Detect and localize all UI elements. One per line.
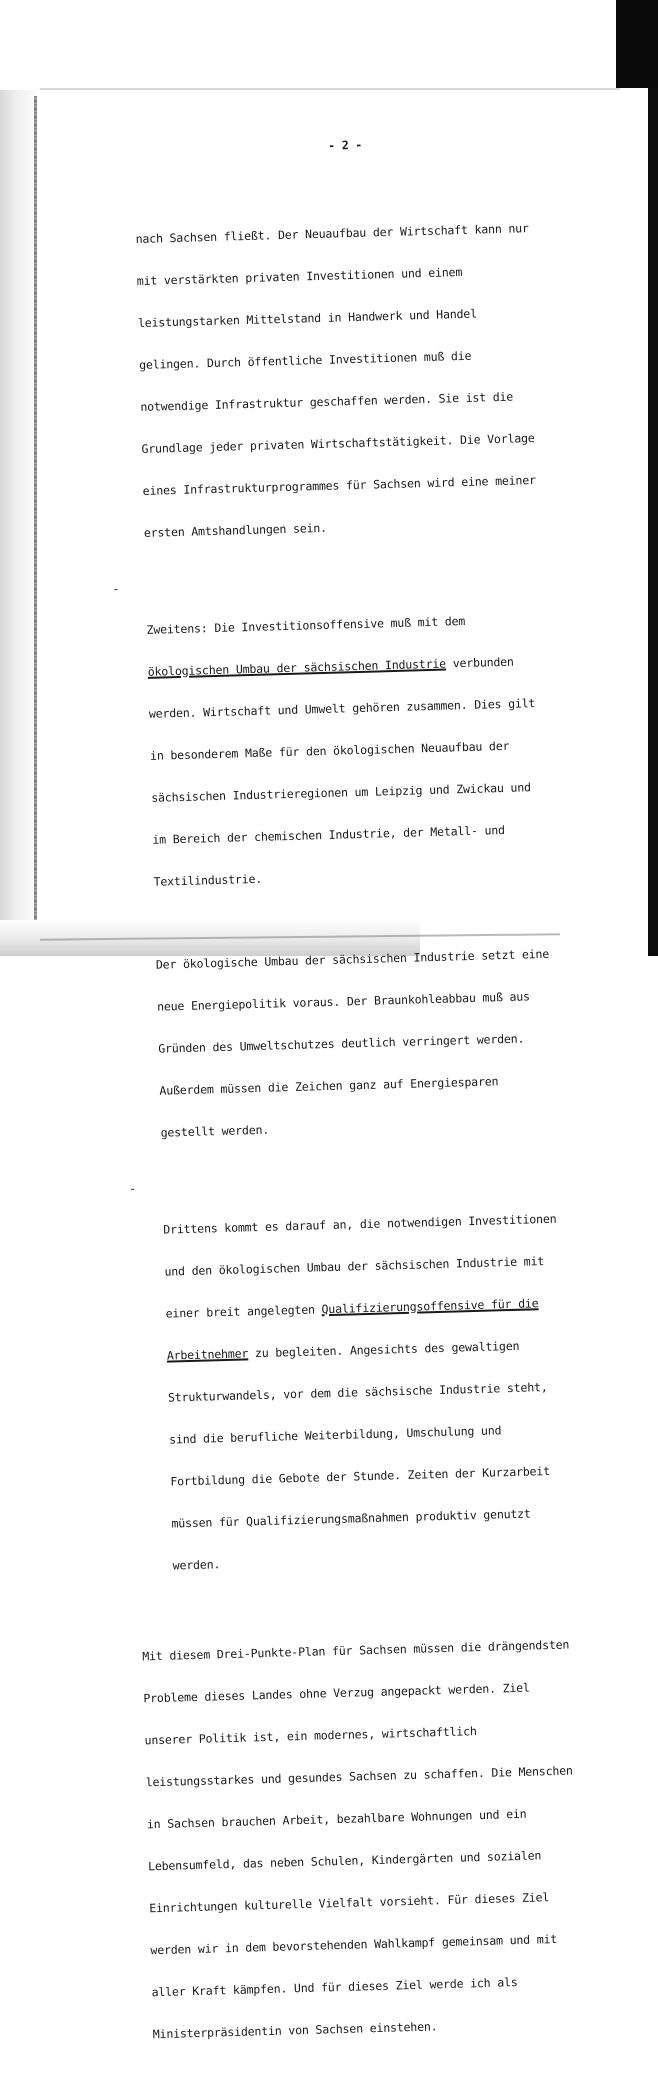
- text-line: sächsischen Industrieregionen um Leipzig und Zwickau und: [151, 780, 531, 805]
- text-line: Einrichtungen kulturelle Vielfalt vorsieht. Für dieses Ziel: [149, 1890, 550, 1916]
- text-line: im Bereich der chemischen Industrie, der Metall- und: [152, 822, 506, 847]
- text-line: mit verstärkten privaten Investitionen und einem: [136, 264, 463, 289]
- text-line: sind die berufliche Weiterbildung, Umschulung und: [168, 1423, 502, 1447]
- text-line: eines Infrastrukturprogrammes für Sachsen wird eine meiner: [142, 472, 536, 498]
- paragraph-drittens: [128, 1169, 601, 1601]
- text-line: Textilindustrie.: [153, 871, 263, 889]
- text-line: werden.: [172, 1557, 221, 1573]
- text-line: Gründen des Umweltschutzes deutlich verringert werden.: [158, 1031, 525, 1056]
- text-line: [148, 653, 575, 679]
- text-line: Der ökologische Umbau der sächsischen Industrie setzt eine: [155, 946, 550, 972]
- paragraph-drei-punkte-plan: [141, 1609, 613, 2070]
- underlined-phrase: Qualifizierungsoffensive für die: [321, 1296, 539, 1317]
- text-line: Ministerpräsidentin von Sachsen einstehen.: [152, 2019, 438, 2042]
- underlined-phrase: Arbeitnehmer: [166, 1346, 249, 1363]
- text-line: Fortbildung die Gebote der Stunde. Zeiten der Kurzarbeit: [170, 1463, 551, 1489]
- text-fragment: verbunden: [445, 654, 514, 671]
- top-paper-edge: [40, 88, 620, 90]
- text-line: werden wir in dem bevorstehenden Wahlkampf gemeinsam und mit: [150, 1931, 558, 1958]
- text-line: werden. Wirtschaft und Umwelt gehören zusammen. Dies gilt: [148, 696, 536, 721]
- text-line: aller Kraft kämpfen. Und für dieses Ziel werde ich als: [151, 1975, 518, 2000]
- text-line: leistungsstarkes und gesundes Sachsen zu schaffen. Die Menschen: [145, 1763, 573, 1790]
- text-line: [165, 1295, 592, 1321]
- text-line: neue Energiepolitik voraus. Der Braunkohleabbau muß aus: [156, 989, 531, 1014]
- text-line: in Sachsen brauchen Arbeit, bezahlbare Wohnungen und ein: [146, 1806, 527, 1832]
- right-scan-border: [648, 0, 658, 956]
- text-line: in besonderem Maße für den ökologischen Neuaufbau der: [149, 738, 510, 763]
- text-line: [167, 1337, 594, 1363]
- text-fragment: einer breit angelegten: [165, 1302, 322, 1321]
- text-line: gelingen. Durch öffentliche Investitionen muß die: [138, 348, 472, 372]
- text-line: unserer Politik ist, ein modernes, wirtschaftlich: [144, 1724, 477, 1748]
- text-line: notwendige Infrastruktur geschaffen werden. Sie ist die: [140, 389, 514, 414]
- paragraph-energiepolitik: [155, 918, 588, 1168]
- text-line: Mit diesem Drei-Punkte-Plan für Sachsen müssen die drängendsten: [142, 1637, 570, 1664]
- text-line: Strukturwandels, vor dem die sächsische Industrie steht,: [167, 1379, 548, 1405]
- text-line: leistungstarken Mittelstand in Handwerk und Handel: [137, 306, 478, 331]
- text-line: Drittens kommt es darauf an, die notwendigen Investitionen: [163, 1211, 557, 1237]
- text-line: Probleme dieses Landes ohne Verzug angepackt werden. Ziel: [143, 1680, 530, 1706]
- paragraph-zweitens: [112, 569, 581, 917]
- text-line: müssen für Qualifizierungsmaßnahmen produktiv genutzt: [171, 1506, 531, 1531]
- text-line: nach Sachsen fließt. Der Neuaufbau der Wirtschaft kann nur: [135, 221, 529, 247]
- bullet-dash: -: [128, 1181, 137, 1196]
- text-line: Grundlage jeder privaten Wirtschaftstätigkeit. Die Vorlage: [141, 430, 535, 456]
- text-line: Lebensumfeld, das neben Schulen, Kindergärten und sozialen: [147, 1848, 542, 1874]
- document-page: [100, 132, 614, 2082]
- left-paper-edge: [34, 96, 37, 936]
- text-line: Außerdem müssen die Zeichen ganz auf Energiesparen: [159, 1074, 499, 1098]
- paragraph-infrastructure: [135, 192, 572, 568]
- text-line: ersten Amtshandlungen sein.: [143, 520, 328, 540]
- text-line: gestellt werden.: [160, 1122, 270, 1140]
- text-line: und den ökologischen Umbau der sächsischen Industrie mit: [164, 1254, 545, 1279]
- underlined-phrase: ökologischen Umbau der sächsischen Industrie: [147, 656, 447, 679]
- text-line: Zweitens: Die Investitionsoffensive muß mit dem: [146, 613, 466, 637]
- text-fragment: zu begleiten. Angesichts des gewaltigen: [247, 1338, 520, 1361]
- top-right-scan-corner: [616, 0, 658, 88]
- bullet-dash: -: [112, 581, 120, 596]
- page-number: - 2 -: [327, 137, 363, 153]
